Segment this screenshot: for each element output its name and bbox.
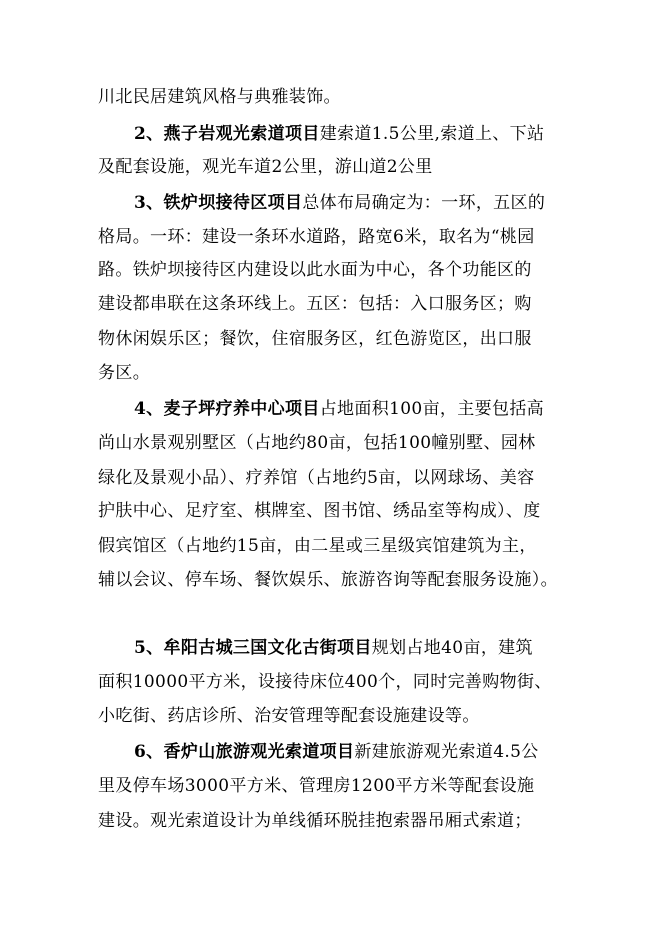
text-line [98, 226, 535, 248]
project-heading: 6、香炉山旅游观光索道项目 [134, 742, 355, 762]
text-line [98, 569, 558, 591]
line-text: 物休闲娱乐区；餐饮，住宿服务区，红色游览区，出口服 [98, 329, 532, 349]
text-line [98, 467, 534, 489]
line-text: 辅以会议、停车场、餐饮娱乐、旅游咨询等配套服务设施）。 [98, 570, 558, 590]
line-text: 总体布局确定为：一环，五区的 [302, 193, 546, 213]
text-line [98, 810, 532, 832]
text-line [98, 775, 534, 797]
line-text: 尚山水景观别墅区（占地约80亩，包括100幢别墅、园林 [98, 433, 536, 453]
text-line [98, 705, 480, 727]
text-line [98, 671, 552, 693]
text-line [134, 741, 539, 763]
project-heading: 2、燕子岩观光索道项目 [134, 124, 320, 144]
line-text: 建设。观光索道设计为单线循环脱挂抱索器吊厢式索道； [98, 811, 532, 831]
text-line [134, 637, 533, 659]
text-line [98, 535, 537, 557]
line-text: 建设都串联在这条环线上。五区：包括：入口服务区；购 [98, 294, 532, 314]
line-text: 及配套设施，观光车道2公里，游山道2公里 [98, 157, 433, 177]
text-line [134, 398, 544, 420]
text-line [98, 293, 532, 315]
line-text: 新建旅游观光索道4.5公 [354, 742, 539, 762]
line-text: 占地面积100亩，主要包括高 [319, 399, 545, 419]
line-text: 路。铁炉坝接待区内建设以此水面为中心，各个功能区的 [98, 260, 532, 280]
text-line [134, 123, 544, 145]
project-heading: 4、麦子坪疗养中心项目 [134, 399, 320, 419]
text-line [98, 500, 541, 522]
text-line [134, 192, 545, 214]
line-text: 建索道1.5公里,索道上、下站 [319, 124, 545, 144]
text-line [98, 362, 150, 384]
line-text: 绿化及景观小品）、疗养馆（占地约5亩，以网球场、美容 [98, 468, 535, 488]
line-text: 护肤中心、足疗室、棋牌室、图书馆、绣品室等构成）、度 [98, 501, 541, 521]
text-line [98, 86, 341, 108]
line-text: 假宾馆区（占地约15亩，由二星或三星级宾馆建筑为主， [98, 536, 537, 556]
line-text: 川北民居建筑风格与典雅装饰。 [98, 87, 341, 107]
line-text: 小吃街、药店诊所、治安管理等配套设施建设等。 [98, 706, 480, 726]
project-heading: 3、铁炉坝接待区项目 [134, 193, 303, 213]
line-text: 规划占地40亩，建筑 [371, 638, 533, 658]
line-text: 格局。一环：建设一条环水道路，路宽6米，取名为“桃园 [98, 227, 535, 247]
text-line [98, 432, 536, 454]
text-line [98, 259, 532, 281]
text-line [98, 328, 532, 350]
line-text: 面积10000平方米，设接待床位400个，同时完善购物街、 [98, 672, 552, 692]
line-text: 务区。 [98, 363, 151, 383]
text-line [98, 156, 433, 178]
project-heading: 5、牟阳古城三国文化古街项目 [134, 638, 372, 658]
line-text: 里及停车场3000平方米、管理房1200平方米等配套设施 [98, 776, 535, 796]
